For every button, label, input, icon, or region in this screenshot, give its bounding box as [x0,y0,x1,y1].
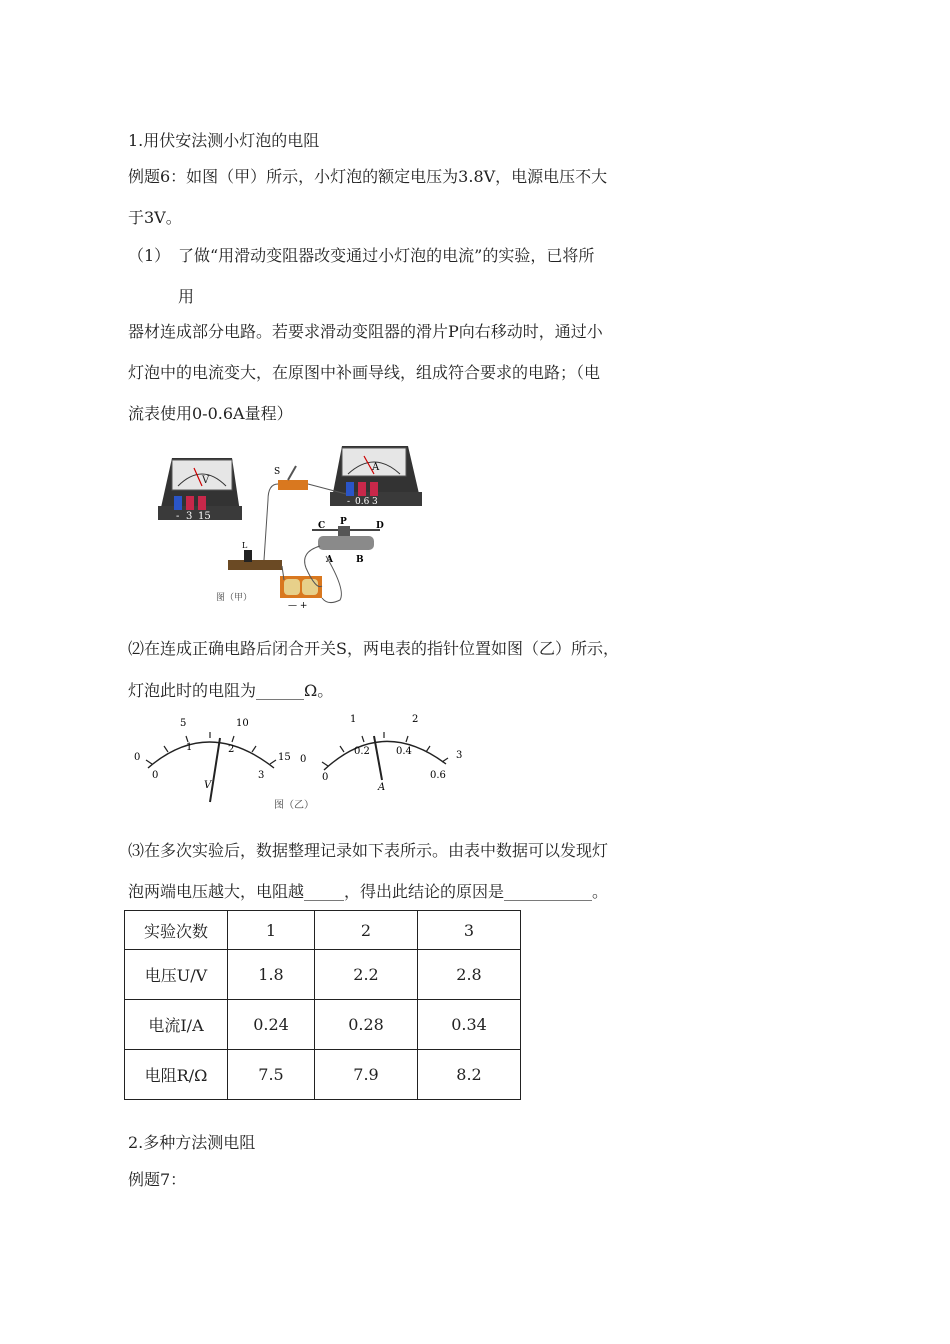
volt-outer-15: 15 [278,752,291,763]
table-header-cell: 2 [315,911,418,950]
question-3-line-2: 泡两端电压越大，电阻越_____，得出此结论的原因是___________。 [128,882,609,901]
voltmeter-needle [210,738,220,802]
table-cell: 7.9 [315,1050,418,1100]
question-1-line-4: 灯泡中的电流变大，在原图中补画导线，组成符合要求的电路；（电 [128,363,601,382]
table-cell: 7.5 [228,1050,315,1100]
table-row [125,1050,521,1100]
example-6-line-2: 于3V。 [128,208,182,227]
ammeter-terminal-06: 0.6 [355,497,370,507]
section-title-2: 2.多种方法测电阻 [128,1133,256,1152]
figure-jia-circuit [150,440,450,610]
blue-terminal-icon [174,496,182,510]
blue-terminal-icon [346,482,354,496]
rheostat-c: C [318,521,326,531]
table-row [125,1000,521,1050]
table-cell: 1.8 [228,950,315,1000]
ammeter [330,446,422,507]
table-cell: 电阻R/Ω [125,1050,228,1100]
voltmeter-terminal-minus: - [176,511,180,522]
amp-inner-06: 0.6 [430,770,446,781]
figure-yi-dials [128,708,468,812]
switch-label: S [274,467,281,477]
amp-outer-0: 0 [300,754,307,765]
amp-inner-04: 0.4 [396,746,412,757]
table-header-row [125,911,521,950]
red-terminal-icon [370,482,378,496]
voltmeter-letter: V [202,475,210,486]
example-6-line-1: 例题6：如图（甲）所示，小灯泡的额定电压为3.8V，电源电压不大 [128,167,608,186]
example-7-label: 例题7： [128,1170,187,1189]
table-header-cell: 实验次数 [125,911,228,950]
ammeter-terminal-3: 3 [372,497,378,507]
question-1-line-5: 流表使用0-0.6A量程） [128,404,293,423]
red-terminal-icon [198,496,206,510]
amp-outer-2: 2 [412,714,419,725]
table-cell: 电压U/V [125,950,228,1000]
question-1-line-3: 器材连成部分电路。若要求滑动变阻器的滑片P向右移动时，通过小 [128,322,603,341]
battery-signs: — + [288,601,308,610]
volt-outer-0: 0 [134,752,141,763]
amp-inner-02: 0.2 [354,746,370,757]
volt-inner-0: 0 [152,770,159,781]
voltmeter-terminal-3: 3 [186,511,193,522]
question-2-line-2: 灯泡此时的电阻为______Ω。 [128,681,334,700]
table-header-cell: 1 [228,911,315,950]
data-table [124,910,521,1100]
amp-outer-1: 1 [350,714,357,725]
table-cell: 2.2 [315,950,418,1000]
amp-unit: A [378,782,386,793]
figure-yi-caption: 图（乙） [274,800,314,811]
voltmeter-dial [134,718,291,802]
lamp [228,541,282,570]
table-cell: 0.28 [315,1000,418,1050]
ammeter-terminal-minus: - [347,497,351,507]
rheostat-d: D [376,521,384,531]
ammeter-dial [300,714,462,793]
rheostat-b: B [356,555,364,565]
lamp-label: L [242,541,248,550]
rheostat-a: A [326,555,333,565]
amp-inner-0: 0 [322,772,329,783]
red-terminal-icon [358,482,366,496]
volt-unit: V [204,780,212,791]
volt-outer-10: 10 [236,718,249,729]
table-cell: 0.34 [418,1000,521,1050]
amp-outer-3: 3 [456,750,463,761]
rheostat [312,517,384,565]
question-3-line-1: ⑶在多次实验后，数据整理记录如下表所示。由表中数据可以发现灯 [128,841,609,860]
question-2-line-1: ⑵在连成正确电路后闭合开关S，两电表的指针位置如图（乙）所示， [128,639,619,658]
voltmeter [158,458,242,522]
switch [274,466,308,490]
ammeter-letter: A [372,462,380,473]
volt-inner-2: 2 [228,744,235,755]
question-1-number: （1） [128,246,171,265]
rheostat-p: P [340,517,347,527]
section-title-1: 1.用伏安法测小灯泡的电阻 [128,131,320,150]
red-terminal-icon [186,496,194,510]
table-row [125,950,521,1000]
voltmeter-terminal-15: 15 [198,511,211,522]
table-header-cell: 3 [418,911,521,950]
table-cell: 8.2 [418,1050,521,1100]
volt-inner-3: 3 [258,770,265,781]
question-1-line-2: 用 [178,287,195,306]
battery [280,576,322,610]
table-cell: 0.24 [228,1000,315,1050]
volt-outer-5: 5 [180,718,187,729]
figure-jia-caption: 图（甲） [216,593,253,603]
table-cell: 电流I/A [125,1000,228,1050]
table-cell: 2.8 [418,950,521,1000]
question-1-line-1: 了做“用滑动变阻器改变通过小灯泡的电流”的实验，已将所 [178,246,595,265]
volt-inner-1: 1 [186,742,193,753]
